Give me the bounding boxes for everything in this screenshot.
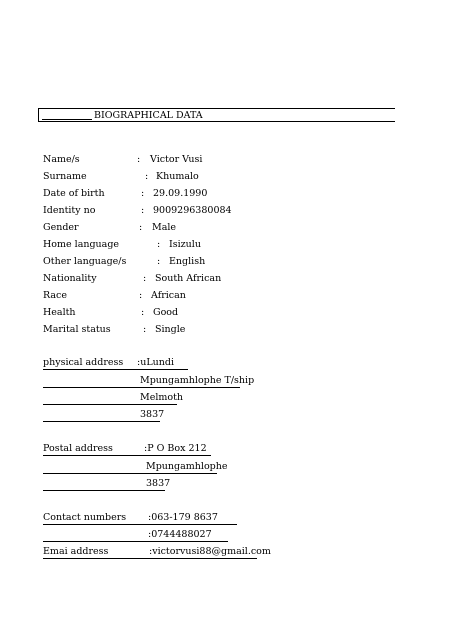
field-colon: : (143, 324, 147, 335)
field-label: Marital status (43, 324, 111, 335)
underline (43, 541, 228, 542)
field-value: African (151, 290, 186, 301)
field-label: Other language/s (43, 256, 127, 267)
underline (43, 524, 237, 525)
email-label: Emai address (43, 546, 109, 557)
field-label: Home language (43, 239, 120, 250)
field-value: South African (155, 273, 222, 284)
field-colon: : (143, 273, 147, 284)
heading-top-rule (38, 108, 395, 109)
field-label: Race (43, 290, 67, 301)
underline (43, 558, 257, 559)
field-colon: : (139, 290, 143, 301)
field-label: Name/s (43, 154, 80, 165)
field-value: Khumalo (156, 171, 199, 182)
section-heading: BIOGRAPHICAL DATA (94, 110, 203, 121)
field-colon: : (137, 154, 141, 165)
address-line: Mpungamhlophe (146, 461, 228, 472)
heading-left-rule (38, 108, 39, 121)
field-colon: : (157, 239, 161, 250)
field-label: Gender (43, 222, 79, 233)
field-value: Single (155, 324, 186, 335)
field-label: Surname (43, 171, 87, 182)
postal-address-label: Postal address (43, 443, 113, 454)
underline (43, 490, 165, 491)
underline (43, 369, 188, 370)
field-colon: : (157, 256, 161, 267)
field-label: Date of birth (43, 188, 105, 199)
field-value: Victor Vusi (150, 154, 203, 165)
field-colon: : (141, 307, 145, 318)
field-colon: : (139, 222, 143, 233)
address-line: 3837 (146, 478, 171, 489)
underline (43, 387, 240, 388)
underline (43, 473, 217, 474)
address-line: :P O Box 212 (144, 443, 207, 454)
field-value: 29.09.1990 (153, 188, 208, 199)
field-label: Nationality (43, 273, 97, 284)
address-line: Melmoth (140, 392, 184, 403)
address-line: Mpungamhlophe T/ship (140, 375, 255, 386)
heading-underline-stub (42, 119, 92, 120)
field-colon: : (141, 188, 145, 199)
field-value: Male (152, 222, 177, 233)
heading-bottom-rule (38, 121, 395, 122)
contact-number: :0744488027 (148, 529, 212, 540)
contact-label: Contact numbers (43, 512, 127, 523)
address-line: 3837 (140, 409, 165, 420)
field-colon: : (145, 171, 149, 182)
field-value: Isizulu (169, 239, 201, 250)
underline (43, 404, 177, 405)
underline (43, 421, 160, 422)
underline (43, 455, 211, 456)
physical-address-label: physical address (43, 357, 124, 368)
field-value: 9009296380084 (153, 205, 232, 216)
contact-number: :063-179 8637 (148, 512, 218, 523)
field-value: Good (153, 307, 179, 318)
field-colon: : (141, 205, 145, 216)
field-label: Identity no (43, 205, 96, 216)
address-line: :uLundi (137, 357, 174, 368)
field-value: English (169, 256, 206, 267)
email-value: :victorvusi88@gmail.com (149, 546, 271, 557)
field-label: Health (43, 307, 76, 318)
